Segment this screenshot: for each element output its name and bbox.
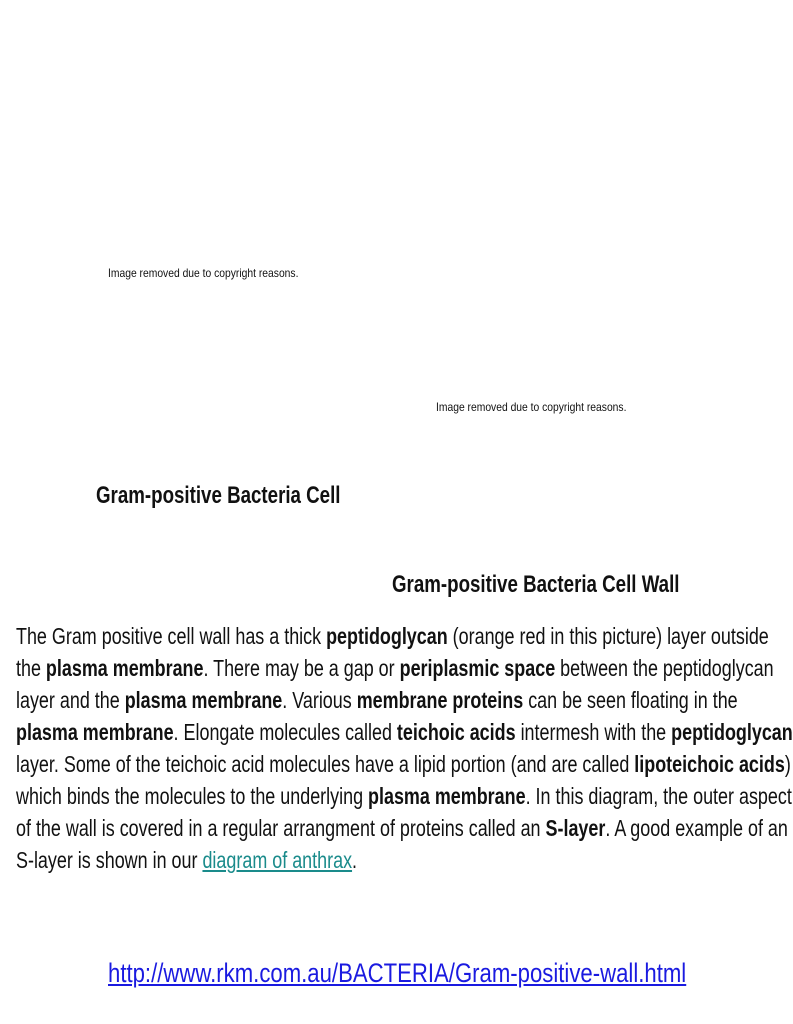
paragraph-line-7 [16,812,788,844]
text-run: intermesh with the [515,719,672,745]
text-run: between the peptidoglycan [555,655,774,681]
description-paragraph [16,620,793,876]
paragraph-line-4 [16,716,793,748]
term-peptidoglycan: peptidoglycan [326,623,448,649]
text-run: S-layer is shown in our [16,847,203,873]
text-run: the [16,655,46,681]
text-run: (orange red in this picture) layer outside [447,623,769,649]
image-removed-notice-wall: Image removed due to copyright reasons. [436,400,627,414]
term-plasma-membrane: plasma membrane [368,783,526,809]
text-run: . [352,847,358,873]
text-run: . A good example of an [605,815,788,841]
text-run: . Elongate molecules called [173,719,397,745]
paragraph-line-6 [16,780,792,812]
text-run: layer. Some of the teichoic acid molecules have a lipid portion (and are called [16,751,635,777]
term-membrane-proteins: membrane proteins [356,687,524,713]
paragraph-line-1 [16,620,769,652]
paragraph-line-2 [16,652,774,684]
source-url-link[interactable]: http://www.rkm.com.au/BACTERIA/Gram-positive-wall.html [108,958,687,988]
diagram-of-anthrax-link[interactable]: diagram of anthrax [202,847,353,873]
term-plasma-membrane: plasma membrane [16,719,174,745]
text-run: . In this diagram, the outer aspect [525,783,792,809]
term-teichoic-acids: teichoic acids [396,719,516,745]
term-plasma-membrane: plasma membrane [45,655,204,681]
image-removed-notice-cell: Image removed due to copyright reasons. [108,266,299,280]
text-run: The Gram positive cell wall has a thick [16,623,327,649]
caption-gram-positive-cell-wall: Gram-positive Bacteria Cell Wall [392,571,680,598]
text-run: . Various [282,687,357,713]
paragraph-line-5 [16,748,791,780]
term-lipoteichoic-acids: lipoteichoic acids [634,751,785,777]
caption-gram-positive-cell: Gram-positive Bacteria Cell [96,482,341,509]
text-run: which binds the molecules to the underlying [16,783,369,809]
text-run: ) [784,751,791,777]
text-run: . There may be a gap or [203,655,400,681]
term-plasma-membrane: plasma membrane [124,687,283,713]
term-peptidoglycan: peptidoglycan [671,719,793,745]
paragraph-line-8 [16,844,753,876]
text-run: can be seen floating in the [523,687,738,713]
text-run: of the wall is covered in a regular arrangment of proteins called an [16,815,546,841]
text-run: layer and the [16,687,125,713]
term-periplasmic-space: periplasmic space [399,655,556,681]
paragraph-line-3 [16,684,753,716]
term-s-layer: S-layer [545,815,606,841]
